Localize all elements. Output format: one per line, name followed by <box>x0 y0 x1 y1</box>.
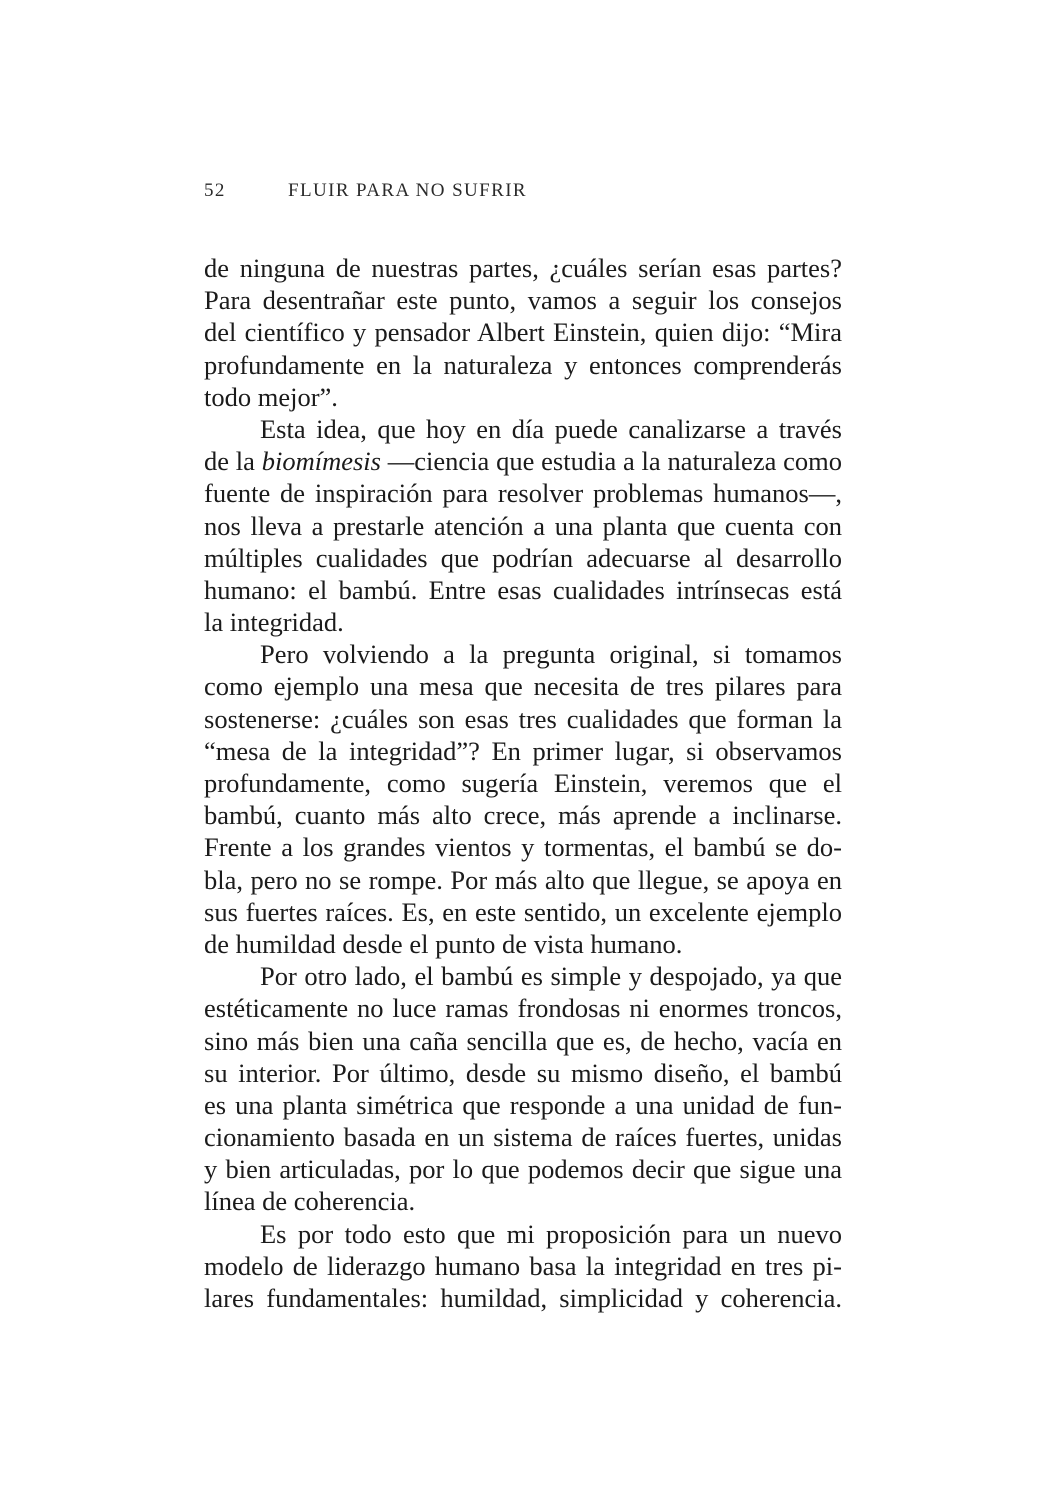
book-title: FLUIR PARA NO SUFRIR <box>288 180 528 201</box>
text-line: la integridad. <box>204 607 344 638</box>
text-line: múltiples cualidades que podrían adecuarse al desarrollo <box>204 542 842 573</box>
text-line <box>204 445 842 477</box>
paragraph <box>204 960 842 1218</box>
text-line: Para desentrañar este punto, vamos a seguir los consejos <box>204 285 842 316</box>
text-line: Frente a los grandes vientos y tormentas, el bambú se do- <box>204 832 842 863</box>
paragraph <box>204 1218 842 1315</box>
text-segment: —ciencia que estudia a la naturaleza como <box>380 446 843 477</box>
text-line: fuente de inspiración para resolver problemas humanos—, <box>204 478 842 509</box>
text-line: de humildad desde el punto de vista humano. <box>204 928 683 959</box>
text-line: Pero volviendo a la pregunta original, si tomamos <box>260 639 842 670</box>
page-number: 52 <box>204 180 226 201</box>
running-header <box>204 180 844 210</box>
text-line: lares fundamentales: humildad, simplicidad y coherencia. <box>204 1283 842 1313</box>
text-line: bla, pero no se rompe. Por más alto que llegue, se apoya en <box>204 864 842 895</box>
paragraph <box>204 413 842 638</box>
text-line: y bien articuladas, por lo que podemos decir que sigue una <box>204 1154 842 1185</box>
text-segment: de la <box>204 446 262 477</box>
body-text <box>204 252 842 1314</box>
text-line: su interior. Por último, desde su mismo diseño, el bambú <box>204 1057 842 1088</box>
text-line: Es por todo esto que mi proposición para un nuevo <box>260 1218 842 1249</box>
text-line: modelo de liderazgo humano basa la integridad en tres pi- <box>204 1250 842 1281</box>
text-line: del científico y pensador Albert Einstein, quien dijo: “Mira <box>204 317 842 348</box>
text-line: nos lleva a prestarle atención a una planta que cuenta con <box>204 510 842 541</box>
paragraph <box>204 252 842 413</box>
text-line: como ejemplo una mesa que necesita de tres pilares para <box>204 671 842 702</box>
text-line: profundamente, como sugería Einstein, veremos que el <box>204 768 842 798</box>
text-line: sino más bien una caña sencilla que es, de hecho, vacía en <box>204 1025 842 1056</box>
text-line: “mesa de la integridad”? En primer lugar, si observamos <box>204 735 842 766</box>
text-line: sostenerse: ¿cuáles son esas tres cualidades que forman la <box>204 703 842 734</box>
text-line: todo mejor”. <box>204 381 338 412</box>
text-line: línea de coherencia. <box>204 1186 416 1217</box>
text-line: bambú, cuanto más alto crece, más aprende a inclinarse. <box>204 800 842 831</box>
italic-term: biomímesis <box>261 446 381 477</box>
text-line: sus fuertes raíces. Es, en este sentido, un excelente ejemplo <box>204 896 842 927</box>
text-line: profundamente en la naturaleza y entonces comprenderás <box>204 349 842 380</box>
paragraph <box>204 638 842 960</box>
text-line: estéticamente no luce ramas frondosas ni enormes troncos, <box>204 993 842 1024</box>
text-line: es una planta simétrica que responde a una unidad de fun- <box>204 1089 842 1120</box>
text-line: de ninguna de nuestras partes, ¿cuáles serían esas partes? <box>204 253 842 283</box>
text-line: Por otro lado, el bambú es simple y despojado, ya que <box>260 961 842 992</box>
text-line: cionamiento basada en un sistema de raíces fuertes, unidas <box>204 1122 842 1153</box>
text-line: Esta idea, que hoy en día puede canalizarse a través <box>260 413 842 444</box>
text-line: humano: el bambú. Entre esas cualidades intrínsecas está <box>204 574 842 605</box>
